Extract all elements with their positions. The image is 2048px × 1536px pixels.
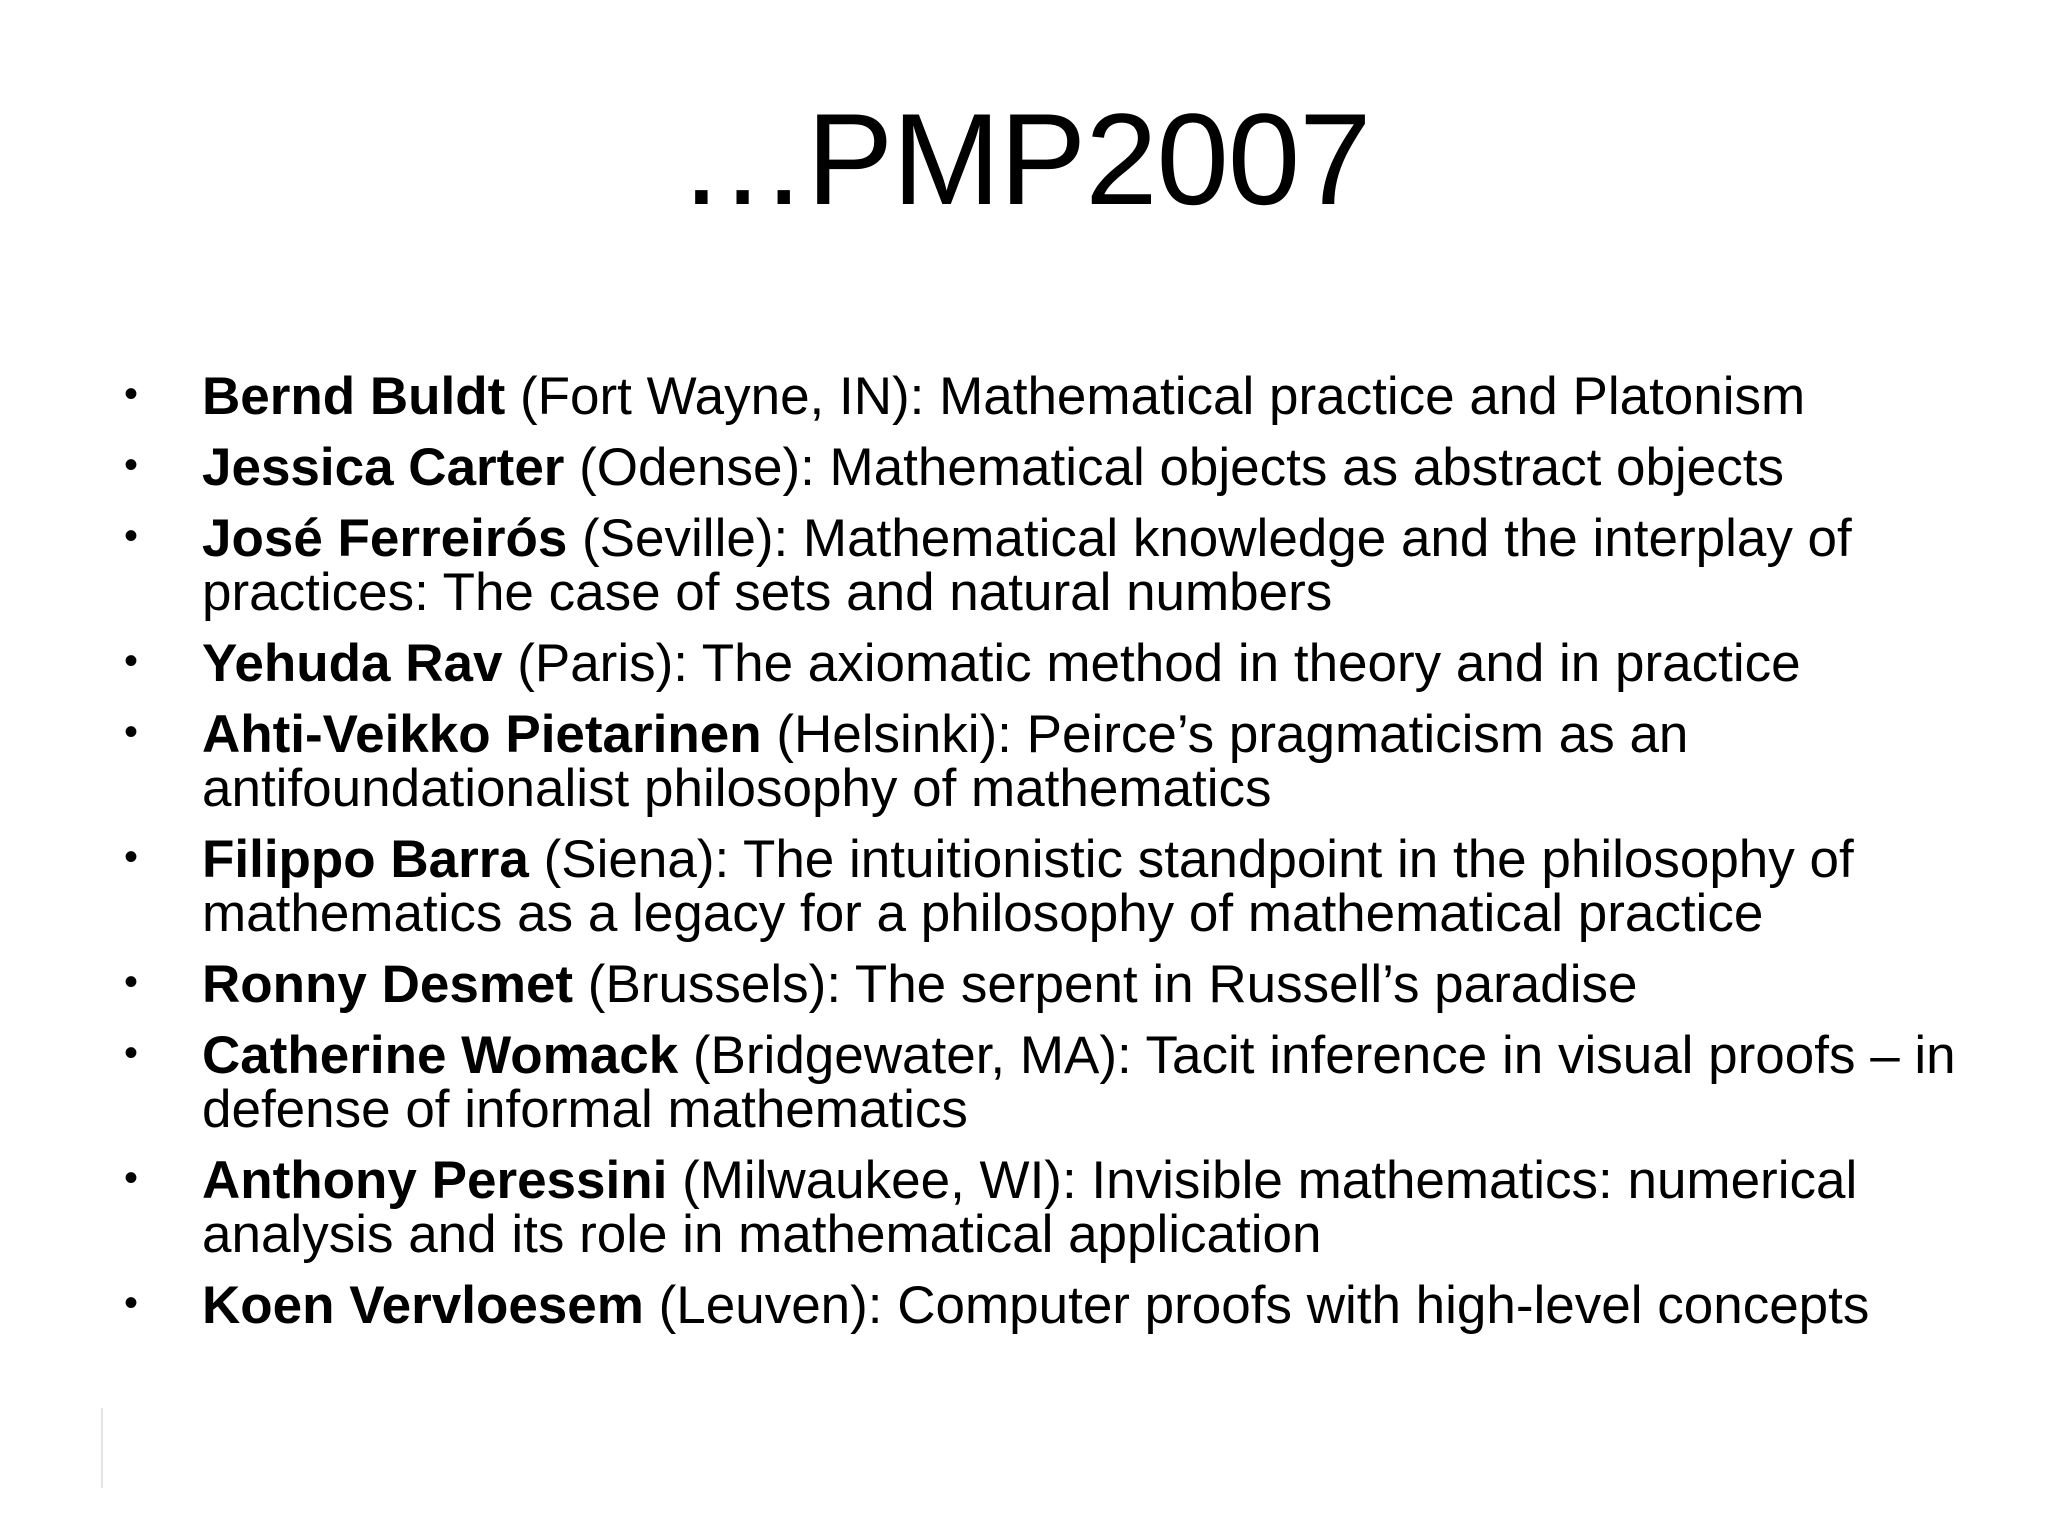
list-item <box>120 509 1990 622</box>
speaker-name: Anthony Peressini <box>202 1151 668 1210</box>
list-item <box>120 367 1990 426</box>
speaker-name: Koen Vervloesem <box>202 1276 644 1335</box>
talk-description: (Helsinki): Peirce’s pragmaticism as an antifoundationalist philosophy of mathematics <box>202 705 1689 818</box>
speaker-name: Bernd Buldt <box>202 367 506 426</box>
bullet-icon: • <box>124 372 139 416</box>
slide-edge-divider <box>101 1408 103 1488</box>
speaker-list <box>120 367 1990 1350</box>
talk-description: (Leuven): Computer proofs with high-level concepts <box>643 1276 1870 1335</box>
bullet-icon: • <box>124 639 139 683</box>
list-item <box>120 1026 1990 1139</box>
speaker-name: Catherine Womack <box>202 1026 679 1085</box>
list-item <box>120 1151 1990 1264</box>
list-item <box>120 438 1990 497</box>
slide-title: …PMP2007 <box>677 86 1371 232</box>
talk-description: (Odense): Mathematical objects as abstract objects <box>564 438 1784 497</box>
talk-description: (Paris): The axiomatic method in theory and in practice <box>502 634 1801 693</box>
bullet-icon: • <box>124 514 139 558</box>
bullet-icon: • <box>124 443 139 487</box>
list-item <box>120 634 1990 693</box>
bullet-icon: • <box>124 960 139 1004</box>
speaker-name: Filippo Barra <box>202 830 529 889</box>
list-item <box>120 830 1990 943</box>
bullet-icon: • <box>124 1031 139 1075</box>
speaker-name: Yehuda Rav <box>202 634 503 693</box>
list-item <box>120 705 1990 818</box>
speaker-name: Jessica Carter <box>202 438 565 497</box>
talk-description: (Bridgewater, MA): Tacit inference in visual proofs – in defense of informal mathematics <box>202 1026 1956 1139</box>
talk-description: (Fort Wayne, IN): Mathematical practice and Platonism <box>505 367 1806 426</box>
speaker-name: Ahti-Veikko Pietarinen <box>202 705 762 764</box>
bullet-icon: • <box>124 835 139 879</box>
speaker-name: José Ferreirós <box>202 509 568 568</box>
talk-description: (Seville): Mathematical knowledge and the interplay of practices: The case of sets and natural numbers <box>202 509 1852 622</box>
talk-description: (Brussels): The serpent in Russell’s paradise <box>573 955 1638 1014</box>
list-item <box>120 1276 1990 1335</box>
talk-description: (Milwaukee, WI): Invisible mathematics: numerical analysis and its role in mathematical application <box>202 1151 1858 1264</box>
bullet-icon: • <box>124 1281 139 1325</box>
speaker-name: Ronny Desmet <box>202 955 574 1014</box>
bullet-icon: • <box>124 710 139 754</box>
list-item <box>120 955 1990 1014</box>
talk-description: (Siena): The intuitionistic standpoint in the philosophy of mathematics as a legacy for a philosophy of mathematical practice <box>202 830 1854 943</box>
bullet-icon: • <box>124 1156 139 1200</box>
